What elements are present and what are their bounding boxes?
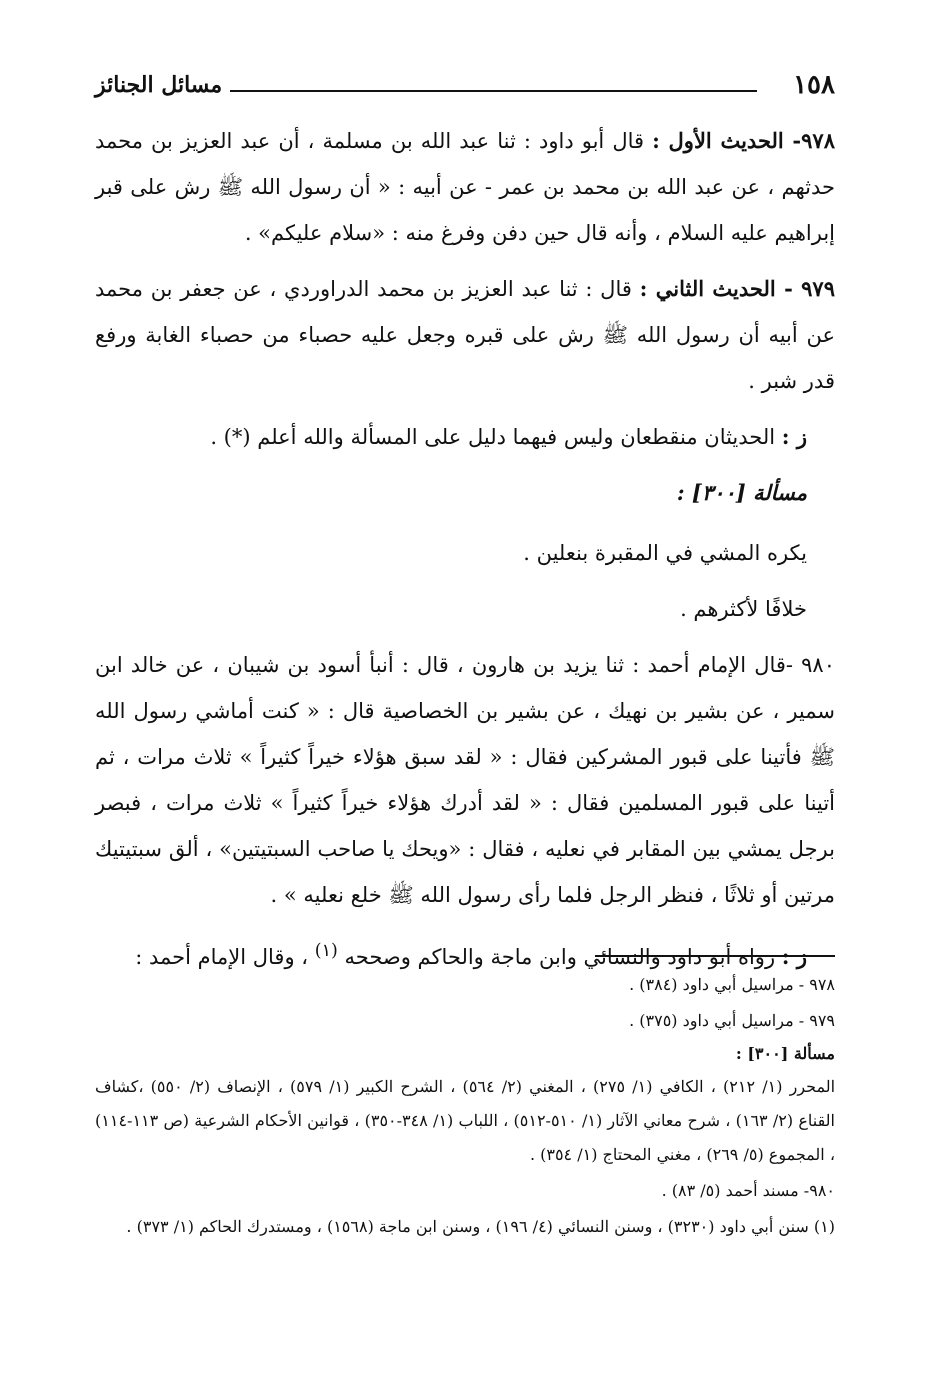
hadith-980-label: ٩٨٠ -قال الإمام أحمد : <box>632 653 835 677</box>
note-2-marker: ز : <box>781 944 807 969</box>
masala-heading: مسألة [٣٠٠] : <box>676 480 807 505</box>
footnote-masala-references: المحرر (١/ ٢١٢) ، الكافي (١/ ٢٧٥) ، المغني (٢/ ٥٦٤) ، الشرح الكبير (١/ ٥٧٩) ، الإنصاف (٢/ ٥٥٠) ،كشاف القناع (٢/ ١٦٣) ، شرح معاني الآثار (١/ ٥١٠-٥١٢) ، اللباب (١/ ٣٤٨-٣٥٠) ، قوانين الأحكام الشرعية (ص ١١٣-١١٤) ، المجموع (٥/ ٢٦٩) ، مغني المحتاج (١/ ٣٥٤) . <box>95 1077 836 1164</box>
hadith-979-text: قال : ثنا عبد العزيز بن محمد الدراوردي ، عن جعفر بن محمد عن أبيه أن رسول الله ﷺ رش على قبره وجعل عليه حصباء من حصباء الغابة ورفع قدر شبر . <box>95 277 835 393</box>
header-rule <box>230 90 757 92</box>
footnote-978: ٩٧٨ - مراسيل أبي داود (٣٨٤) . <box>629 975 835 994</box>
masala-ruling: يكره المشي في المقبرة بنعلين . <box>523 541 807 565</box>
masala-disagreement: خلافًا لأكثرهم . <box>680 597 807 621</box>
hadith-978 <box>95 118 835 256</box>
footnotes <box>95 968 835 1244</box>
hadith-979-label: ٩٧٩ - الحديث الثاني : <box>639 276 835 301</box>
note-1-text: الحديثان منقطعان وليس فيهما دليل على المسألة والله أعلم (*) . <box>210 425 776 449</box>
note-2-text: رواه أبو داود والنسائي وابن ماجة والحاكم وصححه <box>344 945 776 969</box>
note-2-text-end: ، وقال الإمام أحمد : <box>135 945 309 969</box>
note-1-marker: ز : <box>781 424 807 449</box>
hadith-978-text: قال أبو داود : ثنا عبد الله بن مسلمة ، أن عبد العزيز بن محمد حدثهم ، عن عبد الله بن محمد بن عمر - عن أبيه : « أن رسول الله ﷺ رش على قبر إبراهيم عليه السلام ، وأنه قال حين دفن وفرغ منه : «سلام عليكم» . <box>95 129 835 245</box>
footnote-masala-heading: مسألة [٣٠٠] : <box>735 1044 835 1063</box>
footnote-979: ٩٧٩ - مراسيل أبي داود (٣٧٥) . <box>629 1011 835 1030</box>
commentary-note-1 <box>95 414 835 460</box>
hadith-979 <box>95 266 835 404</box>
hadith-980 <box>95 642 835 918</box>
page-header <box>95 70 835 106</box>
hadith-978-label: ٩٧٨- الحديث الأول : <box>652 128 835 153</box>
footnote-1: (١) سنن أبي داود (٣٢٣٠) ، وسنن النسائي (٤/ ١٩٦) ، وسنن ابن ماجة (١٥٦٨) ، ومستدرك الحاكم (١/ ٣٧٣) . <box>126 1217 835 1236</box>
page-number: ١٥٨ <box>793 70 835 100</box>
hadith-980-text: ثنا يزيد بن هارون ، قال : أنبأ أسود بن شيبان ، عن خالد ابن سمير ، عن بشير بن نهيك ، عن بشير بن الخصاصية قال : « كنت أماشي رسول الله ﷺ فأتينا على قبور المشركين فقال : « لقد سبق هؤلاء خيراً كثيراً » ثلاث مرات ، ثم أتينا على قبور المسلمين فقال : « لقد أدرك هؤلاء خيراً كثيراً » ثلاث مرات ، فبصر برجل يمشي بين المقابر في نعليه ، فقال : «ويحك يا صاحب السبتيتين» ، ألق سبتيتيك مرتين أو ثلاثًا ، فنظر الرجل فلما رأى رسول الله ﷺ خلع نعليه » . <box>95 653 835 907</box>
footnote-ref-1: (١) <box>314 941 338 961</box>
running-title: مسائل الجنائز <box>95 72 223 98</box>
footnote-980: ٩٨٠- مسند أحمد (٥/ ٨٣) . <box>661 1181 835 1200</box>
main-text <box>95 118 835 990</box>
footnote-rule <box>595 955 835 957</box>
